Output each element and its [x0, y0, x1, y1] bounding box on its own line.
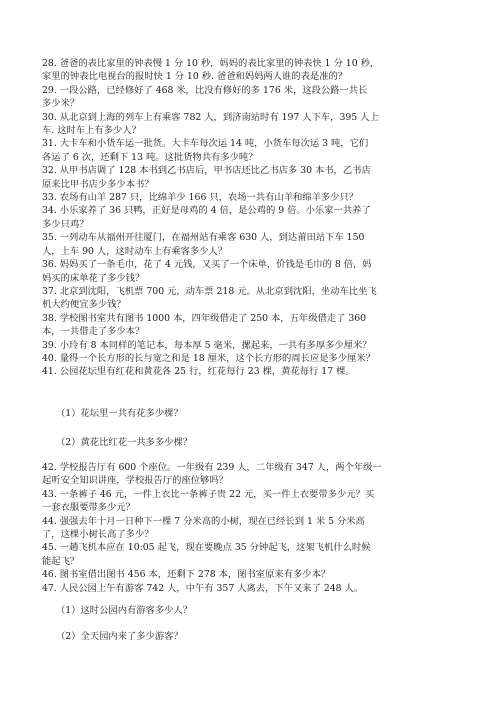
question-line: 35. 一列动车从福州开往厦门，在福州站有乘客 630 人，到达莆田站下车 150: [42, 232, 365, 244]
question-line: 47. 人民公园上午有游客 742 人，中午有 357 人离去，下午又来了 248 人。: [42, 582, 364, 594]
question-line: 多少只鸡？: [42, 218, 89, 230]
question-line: 多少米？: [42, 98, 80, 110]
question-line: 家里的钟表比电视台的报时快 1 分 10 秒. 爸爸和妈妈两人谁的表是准的？: [42, 71, 348, 83]
question-line: 了，这棵小树长高了多少？: [42, 529, 154, 541]
question-line: 起听安全知识讲座，学校报告厅的座位够吗？: [42, 475, 228, 487]
question-line: 28. 爸爸的表比家里的钟表慢 1 分 10 秒，妈妈的表比家里的钟表快 1 分 10 秒，: [42, 58, 380, 69]
question-line: 能起飞？: [42, 555, 80, 567]
sub-question-47-2: （2）全天园内来了多少游客？: [56, 631, 183, 642]
question-line: 40. 量得一个长方形的长与宽之和是 18 厘米，这个长方形的周长应是多少厘米？: [42, 352, 375, 364]
questions-block-28-41: [42, 57, 470, 379]
question-line: 车. 这时车上有多少人？: [42, 125, 141, 137]
question-line: 各运了 6 次，还剩下 13 吨。这批货物共有多少吨？: [42, 151, 258, 163]
question-line: 33. 农场有山羊 287 只，比绵羊少 166 只，农场一共有山羊和绵羊多少只？: [42, 192, 359, 204]
question-line: 43. 一条裤子 46 元，一件上衣比一条裤子贵 22 元，买一件上衣要带多少元？买: [42, 488, 375, 500]
question-line: 29. 一段公路，已经修好了 468 米，比没有修好的多 176 米，这段公路一共长: [42, 84, 368, 96]
question-line: 本，一共借走了多少本？: [42, 326, 145, 338]
question-line: 人，上车 90 人，这时动车上有乘客多少人？: [42, 245, 228, 257]
sub-question-47-1: （1）这时公园内有游客多少人？: [56, 605, 193, 616]
question-line: 30. 从北京到上海的列车上有乘客 782 人，到济南站时有 197 人下车，395 人上: [42, 111, 379, 123]
sub-question-41-1: （1）花坛里一共有花多少棵？: [56, 408, 183, 419]
question-line: 机大约便宜多少钱？: [42, 299, 126, 311]
questions-block-42-47: [42, 461, 470, 595]
question-line: 31. 大卡车和小货车运一批货。大卡车每次运 14 吨，小货车每次运 3 吨，它们: [42, 138, 369, 150]
question-line: 46. 图书室借出图书 456 本，还剩下 278 本，图书室原来有多少本？: [42, 569, 331, 581]
question-line: 45. 一趟飞机本应在 10:05 起飞，现在要晚点 35 分钟起飞，这架飞机什么时候: [42, 542, 371, 554]
question-line: 39. 小玲有 8 本同样的笔记本，每本厚 5 毫米，摞起来，一共有多厚多少厘米？: [42, 339, 372, 351]
question-line: 32. 从甲书店调了 128 本书到乙书店后，甲书店还比乙书店多 30 本书，乙书店: [42, 165, 371, 177]
question-line: 原来比甲书店少多少本书？: [42, 178, 154, 190]
question-line: 37. 北京到沈阳，飞机票 700 元，动车票 218 元。从北京到沈阳，坐动车比坐飞: [42, 285, 377, 297]
question-line: 34. 小乐家养了 36 只鸭，正好是母鸡的 4 倍，是公鸡的 9 倍。小乐家一共养了: [42, 205, 371, 217]
question-line: 42. 学校报告厅有 600 个座位。一年级有 239 人，二年级有 347 人，两个年级一: [42, 462, 382, 473]
sub-question-41-2: （2）黄花比红花一共多多少棵？: [56, 437, 193, 448]
question-line: 妈买的床单花了多少钱？: [42, 272, 145, 284]
question-line: 36. 妈妈买了一条毛巾，花了 4 元钱，又买了一个床单，价钱是毛巾的 8 倍，妈: [42, 259, 372, 271]
question-line: 44. 强强去年十月一日种下一棵 7 分米高的小树，现在已经长到 1 米 5 分米高: [42, 515, 365, 527]
question-line: 38. 学校图书室共有图书 1000 本，四年级借走了 250 本，五年级借走了 360: [42, 312, 367, 324]
question-line: 41. 公园花坛里有红花和黄花各 25 行，红花每行 23 棵，黄花每行 17 棵。: [42, 366, 355, 378]
question-line: 一套衣服要带多少元？: [42, 502, 135, 514]
